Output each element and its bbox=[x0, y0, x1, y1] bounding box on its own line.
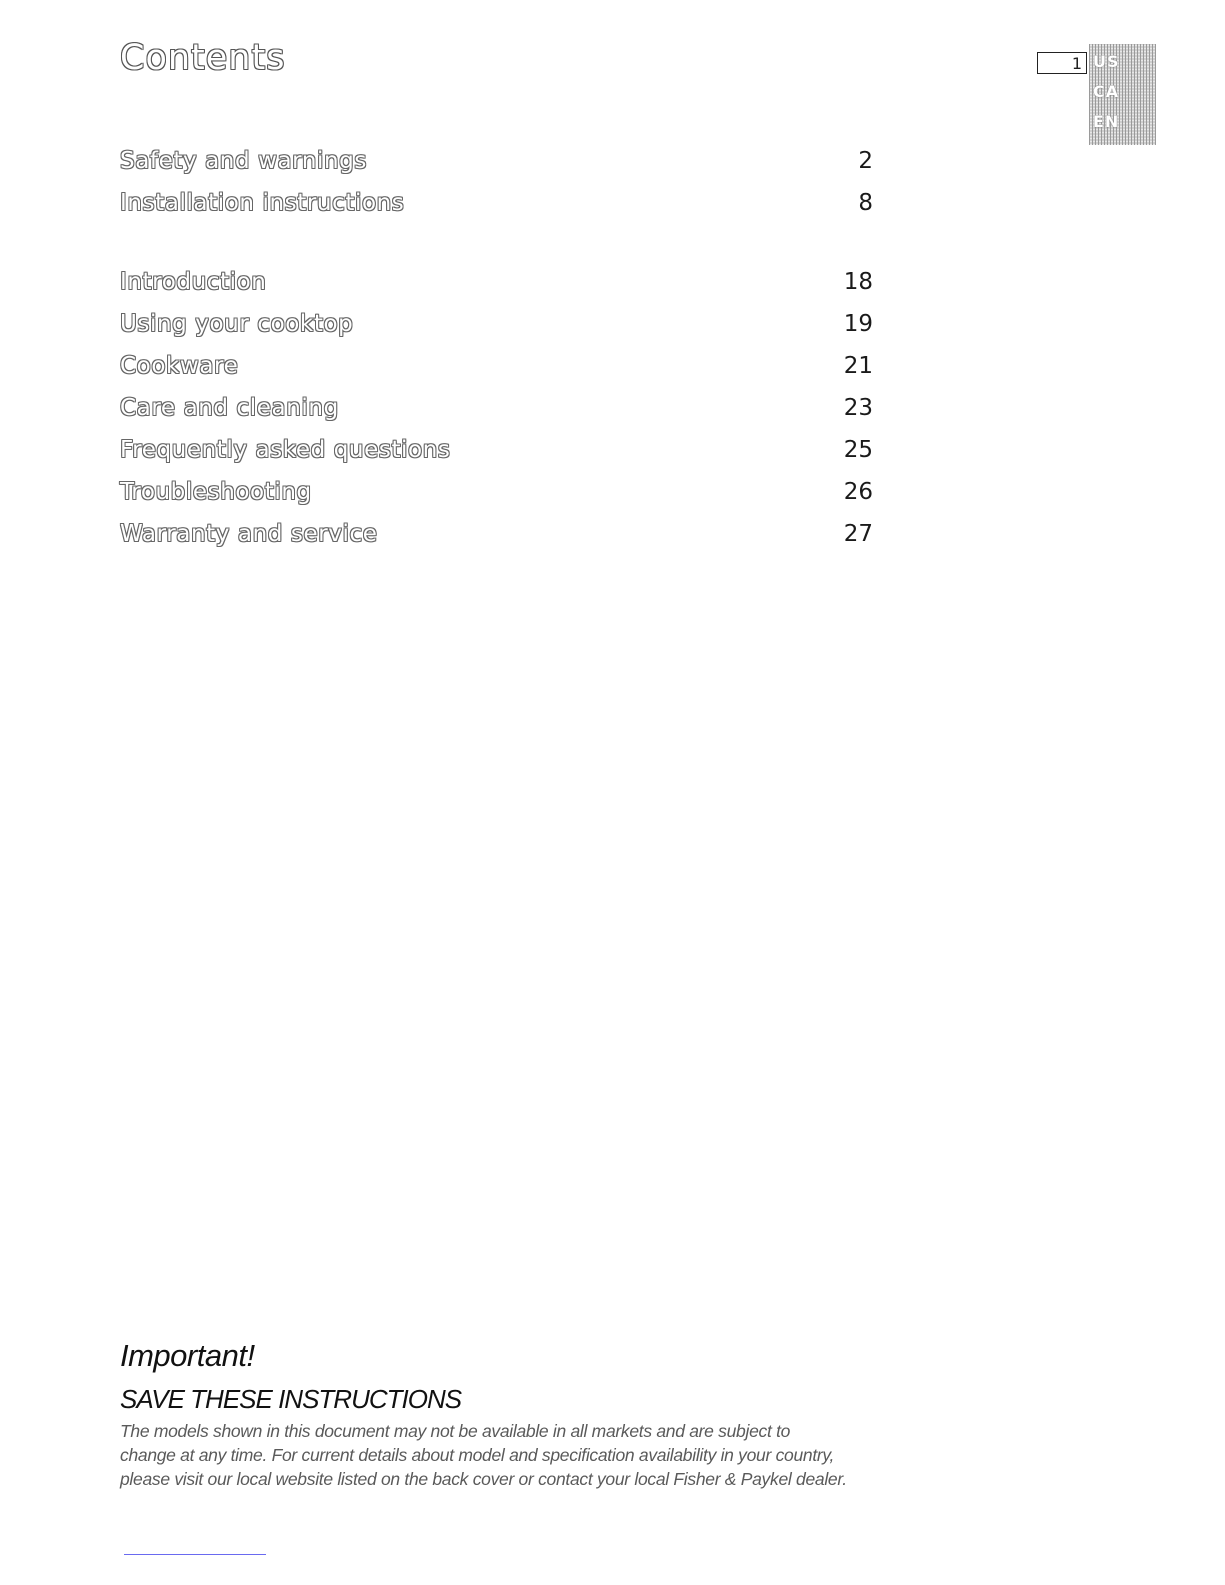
toc-entry-label: Frequently asked questions bbox=[120, 437, 451, 463]
page-number: 1 bbox=[1071, 54, 1082, 73]
toc-entry-label: Using your cooktop bbox=[120, 311, 354, 337]
toc-entry[interactable] bbox=[120, 521, 873, 553]
toc-entry[interactable] bbox=[120, 437, 873, 469]
language-tab-line: US bbox=[1093, 52, 1120, 71]
page-tab bbox=[1037, 44, 1156, 145]
important-heading: Important! bbox=[120, 1338, 255, 1373]
toc-entry-label: Safety and warnings bbox=[120, 148, 367, 174]
page-title: Contents bbox=[120, 38, 286, 78]
save-instructions-heading: SAVE THESE INSTRUCTIONS bbox=[120, 1384, 462, 1414]
toc-entry[interactable] bbox=[120, 311, 873, 343]
toc-entry-page: 8 bbox=[858, 190, 873, 216]
toc-entry-page: 25 bbox=[843, 437, 873, 463]
availability-notice: The models shown in this document may not be available in all markets and are subject to change at any time. For current details about model and specification availability in your country, please visit our local website listed on the back cover or contact your local Fisher & Paykel dealer. bbox=[120, 1421, 847, 1489]
toc-entry-page: 2 bbox=[858, 148, 873, 174]
toc-entry-page: 19 bbox=[843, 311, 873, 337]
footer-rule bbox=[124, 1554, 266, 1555]
toc-entry-page: 26 bbox=[843, 479, 873, 505]
language-tab-line: CA bbox=[1093, 82, 1120, 101]
toc-entry[interactable] bbox=[120, 269, 873, 301]
language-tab-line: EN bbox=[1093, 112, 1120, 131]
toc-entry-label: Care and cleaning bbox=[120, 395, 339, 421]
toc-entry[interactable] bbox=[120, 395, 873, 427]
toc-entry-label: Introduction bbox=[120, 269, 267, 295]
toc-entry-page: 23 bbox=[843, 395, 873, 421]
toc-entry-page: 21 bbox=[843, 353, 873, 379]
toc-entry-label: Installation instructions bbox=[120, 190, 405, 216]
toc-entry[interactable] bbox=[120, 353, 873, 385]
toc-entry[interactable] bbox=[120, 148, 873, 180]
toc-entry-label: Warranty and service bbox=[120, 521, 378, 547]
toc-entry-label: Cookware bbox=[120, 353, 239, 379]
page-number-box bbox=[1037, 52, 1087, 74]
language-tab bbox=[1089, 44, 1156, 145]
toc-entry[interactable] bbox=[120, 479, 873, 511]
toc-entry[interactable] bbox=[120, 190, 873, 222]
toc-entry-page: 27 bbox=[843, 521, 873, 547]
toc-entry-page: 18 bbox=[843, 269, 873, 295]
toc-entry-label: Troubleshooting bbox=[120, 479, 312, 505]
